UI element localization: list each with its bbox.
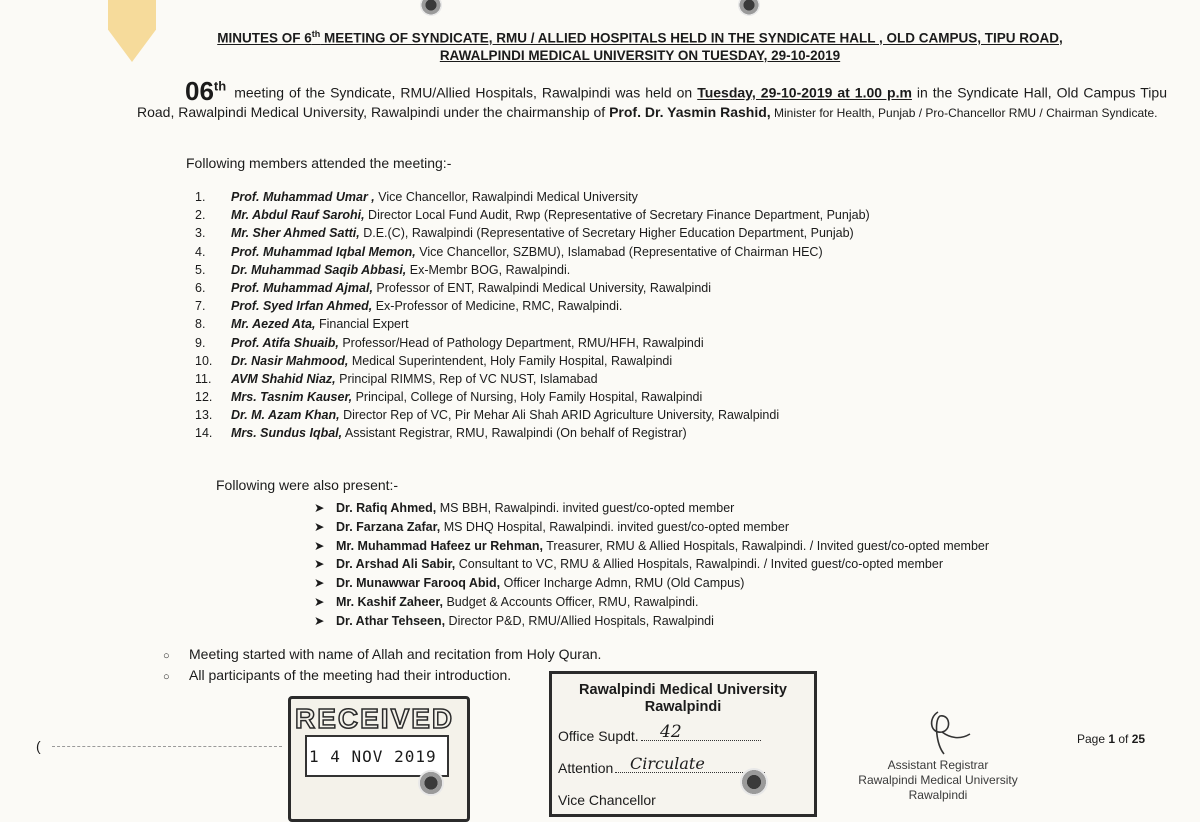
- member-number: 13.: [195, 408, 213, 423]
- guest-item: [314, 612, 989, 631]
- member-role: Principal, College of Nursing, Holy Family Hospital, Rawalpindi: [352, 390, 703, 405]
- note-item: [163, 665, 601, 686]
- member-name: Prof. Muhammad Iqbal Memon,: [231, 244, 416, 259]
- intro-text: meeting of the Syndicate, RMU/Allied Hospitals, Rawalpindi was held on: [234, 84, 698, 101]
- member-item: [195, 206, 1095, 224]
- guest-role: MS DHQ Hospital, Rawalpindi. invited guest/co-opted member: [440, 519, 789, 534]
- title-sup: th: [311, 29, 321, 39]
- member-number: 12.: [195, 390, 213, 405]
- member-name: Prof. Muhammad Umar ,: [231, 190, 375, 204]
- chair-name: Prof. Dr. Yasmin Rashid,: [609, 103, 771, 120]
- margin-mark: (: [36, 738, 41, 754]
- member-role: Medical Superintendent, Holy Family Hospital, Rawalpindi: [348, 353, 673, 368]
- member-role: Director Rep of VC, Pir Mehar Ali Shah ARID Agriculture University, Rawalpindi: [339, 408, 780, 423]
- member-number: 5.: [195, 262, 206, 277]
- member-name: Dr. Nasir Mahmood,: [231, 353, 349, 368]
- guests-list: [314, 499, 989, 631]
- guest-role: MS BBH, Rawalpindi. invited guest/co-opted member: [436, 501, 735, 515]
- member-number: 8.: [195, 317, 206, 332]
- guest-name: Dr. Rafiq Ahmed,: [336, 501, 437, 515]
- guest-item: [314, 537, 989, 556]
- note-text: All participants of the meeting had their introduction.: [189, 667, 512, 683]
- member-role: Director Local Fund Audit, Rwp (Representative of Secretary Finance Department, Punjab): [364, 208, 870, 223]
- member-number: 4.: [195, 244, 206, 259]
- member-role: Assistant Registrar, RMU, Rawalpindi (On behalf of Registrar): [342, 426, 687, 441]
- member-item: [195, 388, 1095, 406]
- guest-name: Dr. Athar Tehseen,: [336, 613, 446, 628]
- member-role: Professor of ENT, Rawalpindi Medical University, Rawalpindi: [372, 280, 712, 295]
- guest-name: Dr. Farzana Zafar,: [336, 519, 441, 534]
- stamp-header: Rawalpindi Medical University Rawalpindi: [579, 682, 787, 715]
- handwritten-number: 42: [660, 722, 682, 742]
- member-role: Financial Expert: [315, 317, 409, 332]
- member-name: Mr. Sher Ahmed Satti,: [231, 226, 360, 241]
- guest-name: Mr. Kashif Zaheer,: [336, 594, 443, 609]
- member-item: [195, 406, 1095, 424]
- member-role: Ex-Membr BOG, Rawalpindi.: [406, 262, 571, 277]
- member-role: Ex-Professor of Medicine, RMC, Rawalpindi.: [372, 299, 623, 314]
- note-text: Meeting started with name of Allah and recitation from Holy Quran.: [189, 646, 602, 662]
- member-name: Prof. Atifa Shuaib,: [231, 335, 339, 350]
- guest-item: [314, 555, 989, 574]
- fold-line: [52, 746, 282, 747]
- member-item: [195, 352, 1095, 370]
- arrow-bullet-icon: ➤: [314, 613, 325, 628]
- member-number: 11.: [195, 371, 212, 386]
- arrow-bullet-icon: ➤: [314, 576, 325, 591]
- member-number: 6.: [195, 280, 206, 295]
- member-item: [195, 279, 1095, 297]
- meeting-number: 06th: [185, 75, 227, 106]
- chair-title: Minister for Health, Punjab / Pro-Chancellor RMU / Chairman Syndicate.: [770, 105, 1158, 120]
- member-item: [195, 243, 1095, 261]
- member-item: [195, 297, 1095, 315]
- present-heading: Following were also present:-: [216, 477, 399, 493]
- guest-name: Dr. Arshad Ali Sabir,: [336, 557, 456, 572]
- intro-paragraph: [137, 76, 1167, 123]
- circle-bullet-icon: ○: [163, 671, 170, 683]
- punch-hole: [420, 0, 442, 16]
- punch-hole: [740, 768, 768, 796]
- member-item: [195, 315, 1095, 333]
- guest-item: [314, 574, 989, 593]
- guest-name: Mr. Muhammad Hafeez ur Rehman,: [336, 538, 543, 553]
- member-name: Prof. Syed Irfan Ahmed,: [231, 299, 373, 314]
- sticky-note-flag: [108, 0, 156, 62]
- member-name: AVM Shahid Niaz,: [231, 371, 336, 386]
- member-name: Mrs. Sundus Iqbal,: [231, 426, 343, 441]
- guest-role: Treasurer, RMU & Allied Hospitals, Rawalpindi. / Invited guest/co-opted member: [543, 538, 990, 553]
- member-role: Vice Chancellor, Rawalpindi Medical University: [374, 190, 638, 204]
- member-item: [195, 261, 1095, 279]
- received-stamp: [288, 696, 470, 822]
- member-name: Mr. Abdul Rauf Sarohi,: [231, 208, 365, 223]
- arrow-bullet-icon: ➤: [314, 519, 325, 534]
- minutes-title: [150, 26, 1130, 64]
- member-item: [195, 224, 1095, 242]
- member-role: Professor/Head of Pathology Department, RMU/HFH, Rawalpindi: [338, 335, 704, 350]
- circle-bullet-icon: ○: [163, 650, 170, 662]
- signature: [920, 704, 980, 760]
- arrow-bullet-icon: ➤: [314, 557, 325, 572]
- member-number: 10.: [195, 353, 213, 368]
- member-item: [195, 188, 1095, 206]
- guest-role: Officer Incharge Admn, RMU (Old Campus): [500, 576, 745, 591]
- punch-hole: [738, 0, 760, 16]
- vice-chancellor-row: Vice Chancellor: [558, 792, 656, 808]
- university-stamp: [549, 671, 817, 817]
- member-role: D.E.(C), Rawalpindi (Representative of Secretary Higher Education Department, Punjab): [359, 226, 854, 241]
- member-name: Prof. Muhammad Ajmal,: [231, 280, 373, 295]
- guest-role: Director P&D, RMU/Allied Hospitals, Rawalpindi: [445, 613, 714, 628]
- signatory-title: Assistant Registrar: [887, 758, 989, 772]
- member-number: 14.: [195, 426, 213, 441]
- guest-item: [314, 518, 989, 537]
- member-role: Vice Chancellor, SZBMU), Islamabad (Representative of Chairman HEC): [415, 244, 823, 259]
- intro-text: in the Syndicate Hall, Old Campus Tipu Road, Rawalpindi Medical University, Rawalpindi under the chairmanship of: [137, 84, 1167, 120]
- attention-row: Attention: [558, 760, 765, 776]
- members-list: [195, 188, 1095, 443]
- guest-item: [314, 499, 989, 518]
- title-text: MINUTES OF 6: [217, 30, 312, 46]
- note-item: [163, 644, 601, 665]
- arrow-bullet-icon: ➤: [314, 501, 325, 515]
- signatory-block: [848, 758, 1028, 803]
- office-supdt-row: Office Supdt.: [558, 728, 761, 744]
- member-name: Dr. M. Azam Khan,: [231, 408, 340, 423]
- guest-role: Budget & Accounts Officer, RMU, Rawalpindi.: [442, 594, 699, 609]
- member-number: 7.: [195, 299, 206, 314]
- member-number: 1.: [195, 190, 206, 204]
- meeting-date: Tuesday, 29-10-2019 at 1.00 p.m: [697, 84, 912, 101]
- member-item: [195, 370, 1095, 388]
- member-number: 9.: [195, 335, 206, 350]
- arrow-bullet-icon: ➤: [314, 594, 325, 609]
- member-item: [195, 424, 1095, 442]
- member-name: Dr. Muhammad Saqib Abbasi,: [231, 262, 407, 277]
- punch-hole: [418, 770, 444, 796]
- arrow-bullet-icon: ➤: [314, 538, 325, 553]
- handwritten-note: Circulate: [630, 754, 705, 773]
- member-role: Principal RIMMS, Rep of VC NUST, Islamabad: [335, 371, 598, 386]
- received-date: 1 4 NOV 2019: [309, 747, 437, 766]
- member-name: Mrs. Tasnim Kauser,: [231, 390, 353, 405]
- title-line-2: RAWALPINDI MEDICAL UNIVERSITY ON TUESDAY, 29-10-2019: [439, 47, 841, 63]
- guest-name: Dr. Munawwar Farooq Abid,: [336, 576, 501, 591]
- member-number: 3.: [195, 226, 206, 241]
- member-name: Mr. Aezed Ata,: [231, 317, 316, 332]
- notes-list: [163, 644, 601, 686]
- received-stamp-word: RECEIVED: [295, 703, 455, 734]
- member-item: [195, 334, 1095, 352]
- signatory-org: Rawalpindi Medical University: [858, 773, 1018, 787]
- guest-item: [314, 593, 989, 612]
- title-text: MEETING OF SYNDICATE, RMU / ALLIED HOSPITALS HELD IN THE SYNDICATE HALL , OLD CAMPUS, TIPU ROAD,: [320, 30, 1063, 46]
- guest-role: Consultant to VC, RMU & Allied Hospitals, Rawalpindi. / Invited guest/co-opted member: [455, 557, 943, 572]
- member-number: 2.: [195, 208, 206, 223]
- page-number: Page 1 of 25: [1077, 732, 1146, 746]
- signatory-city: Rawalpindi: [908, 788, 968, 802]
- members-heading: Following members attended the meeting:-: [186, 155, 452, 171]
